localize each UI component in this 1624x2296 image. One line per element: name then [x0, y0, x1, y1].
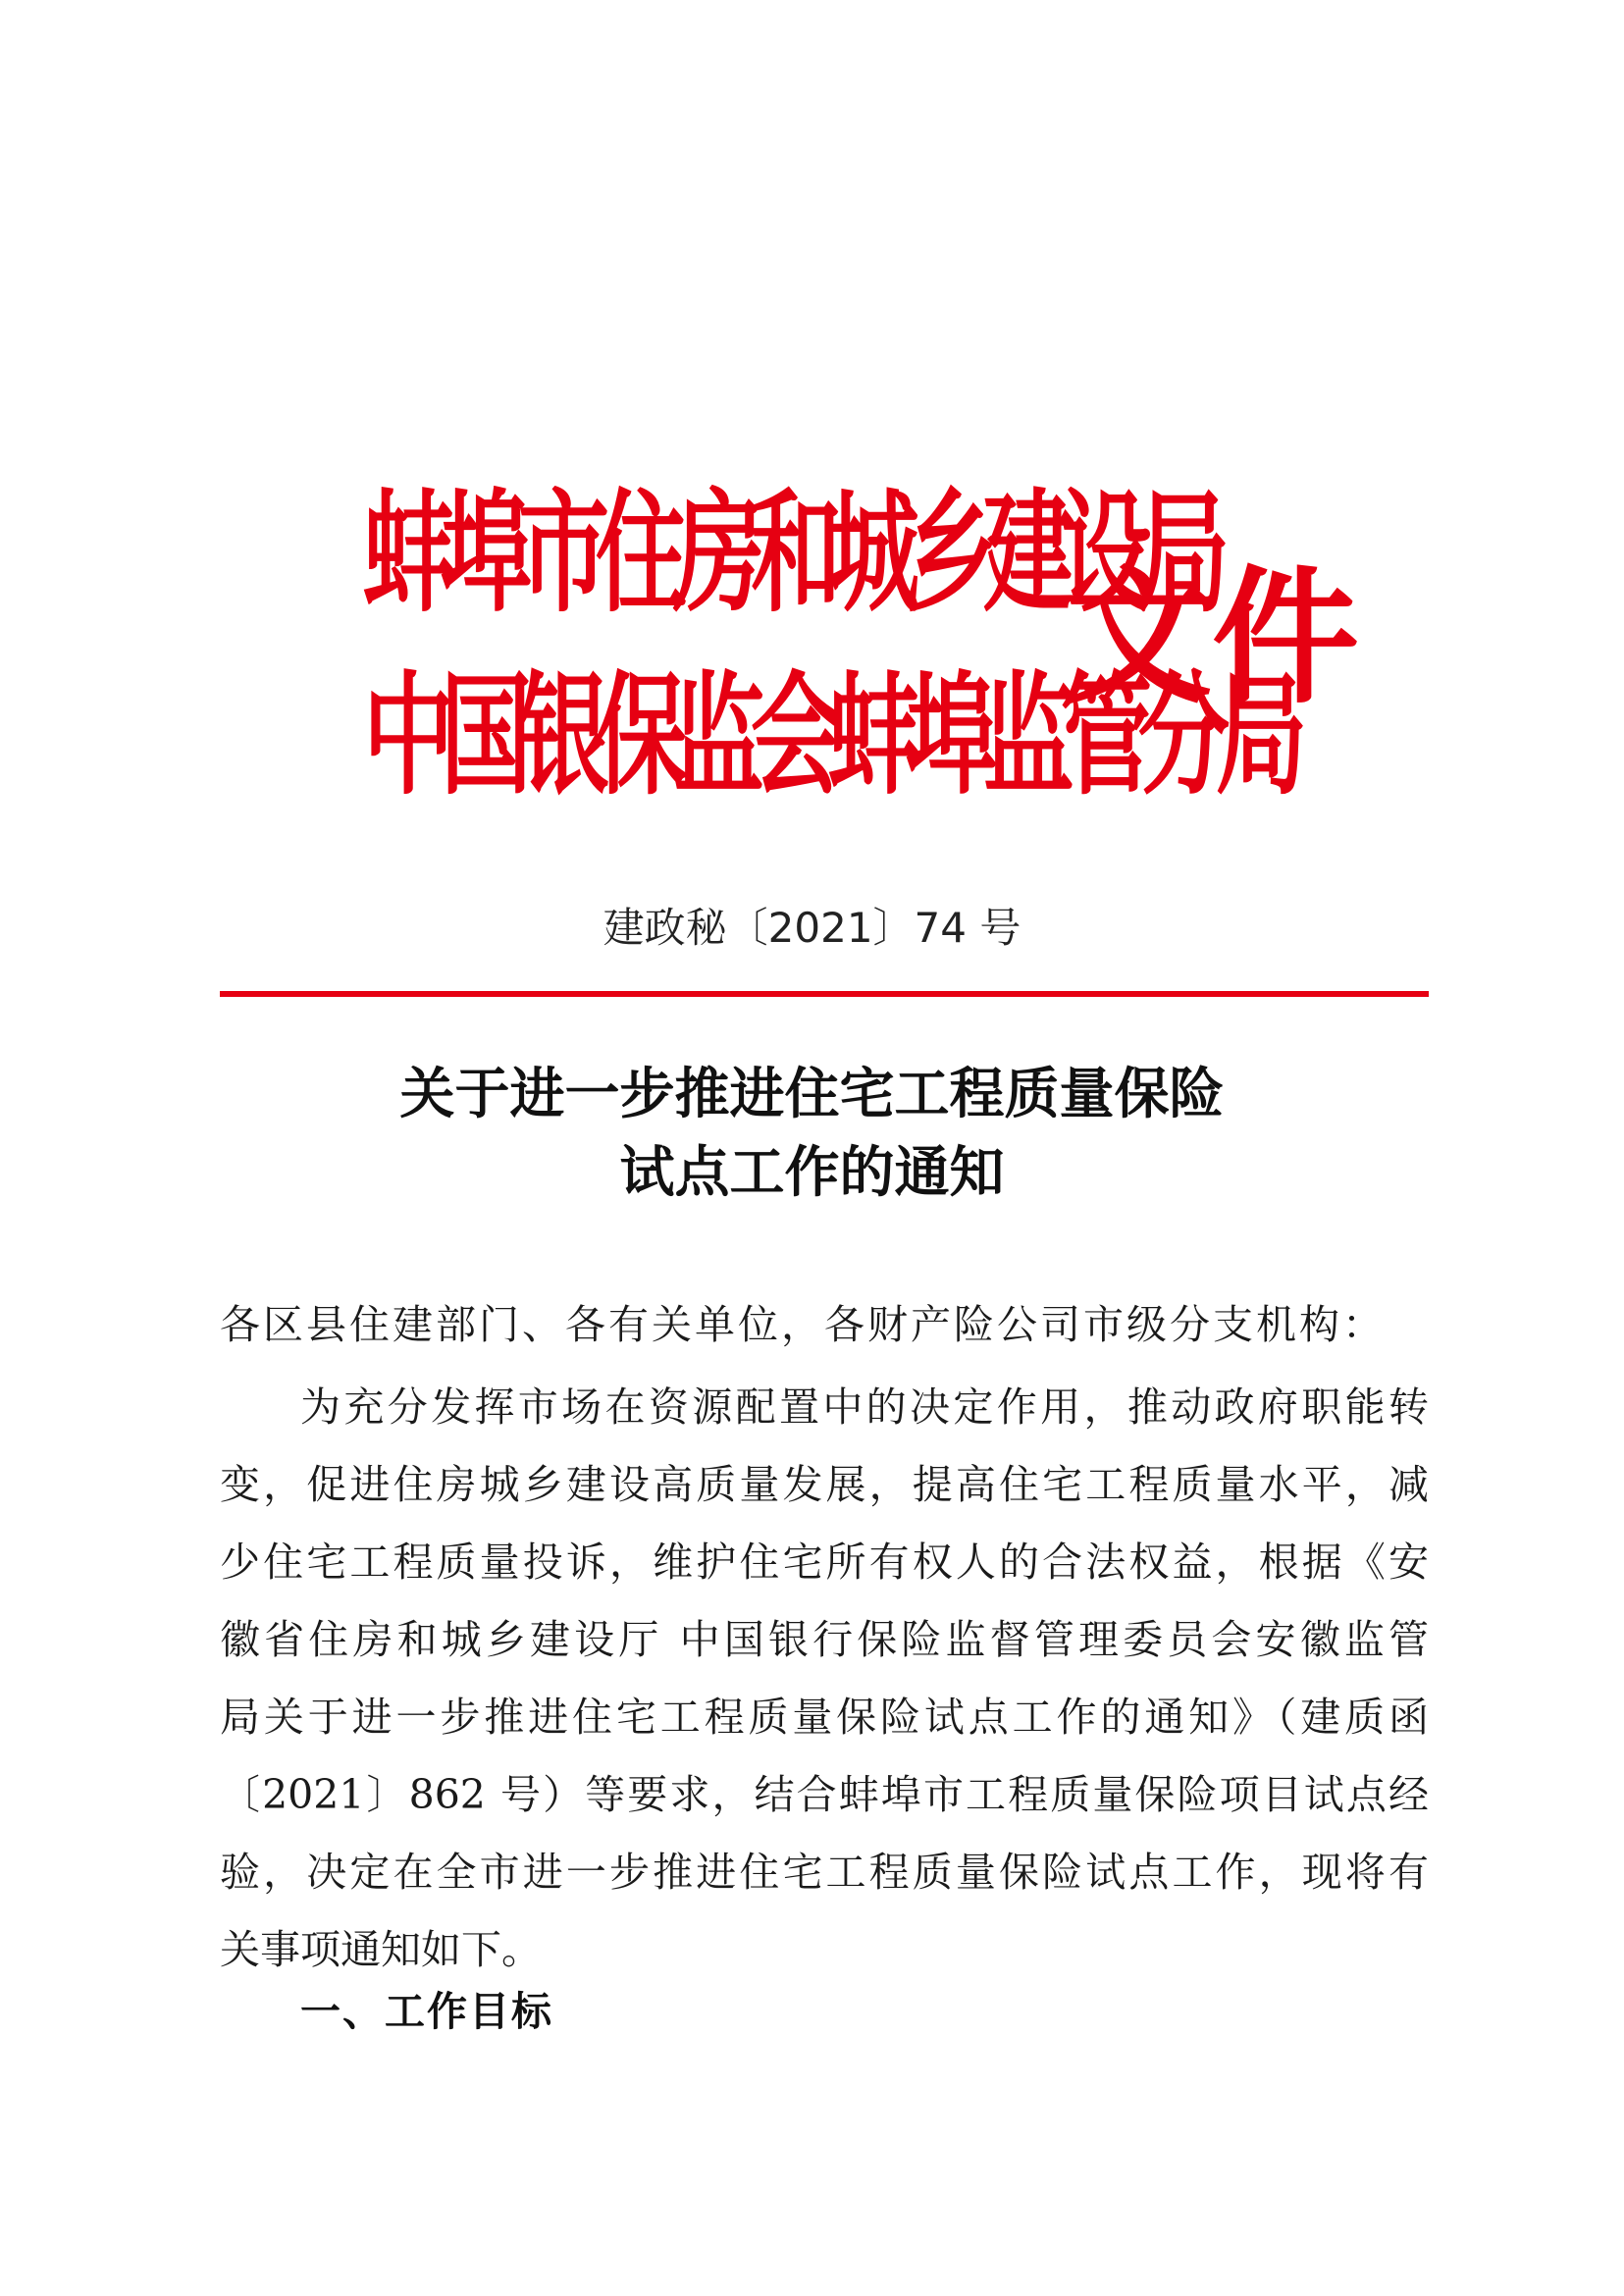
paragraph-line: 为充分发挥市场在资源配置中的决定作用，推动政府职能转 [300, 1383, 1429, 1431]
title-line-1: 关于进一步推进住宅工程质量保险 [399, 1062, 1225, 1126]
paragraph-line: 验，决定在全市进一步推进住宅工程质量保险试点工作，现将有 [220, 1849, 1429, 1896]
paragraph-line: 变，促进住房城乡建设高质量发展，提高住宅工程质量水平，减 [220, 1461, 1429, 1508]
issuer-line-2: 中国银保监会蚌埠监管分局 [363, 658, 1293, 813]
issuer-line-1: 蚌埠市住房和城乡建设局 [363, 476, 1216, 631]
document-type-label: 文件 [1065, 551, 1360, 724]
paragraph-line: 〔2021〕862 号）等要求，结合蚌埠市工程质量保险项目试点经 [220, 1771, 1429, 1818]
section-heading: 一、工作目标 [300, 1988, 553, 2035]
paragraph-line: 关事项通知如下。 [220, 1926, 542, 1973]
paragraph-line: 徽省住房和城乡建设厅 中国银行保险监督管理委员会安徽监管 [220, 1616, 1429, 1663]
salutation: 各区县住建部门、各有关单位，各财产险公司市级分支机构： [220, 1301, 1386, 1348]
title-line-2: 试点工作的通知 [619, 1140, 1005, 1205]
paragraph-line: 少住宅工程质量投诉，维护住宅所有权人的合法权益，根据《安 [220, 1539, 1429, 1586]
red-separator-line [220, 991, 1429, 997]
body-paragraph [220, 1369, 1429, 1989]
document-number: 建政秘〔2021〕74 号 [602, 904, 1022, 952]
paragraph-line: 局关于进一步推进住宅工程质量保险试点工作的通知》（建质函 [220, 1694, 1429, 1741]
